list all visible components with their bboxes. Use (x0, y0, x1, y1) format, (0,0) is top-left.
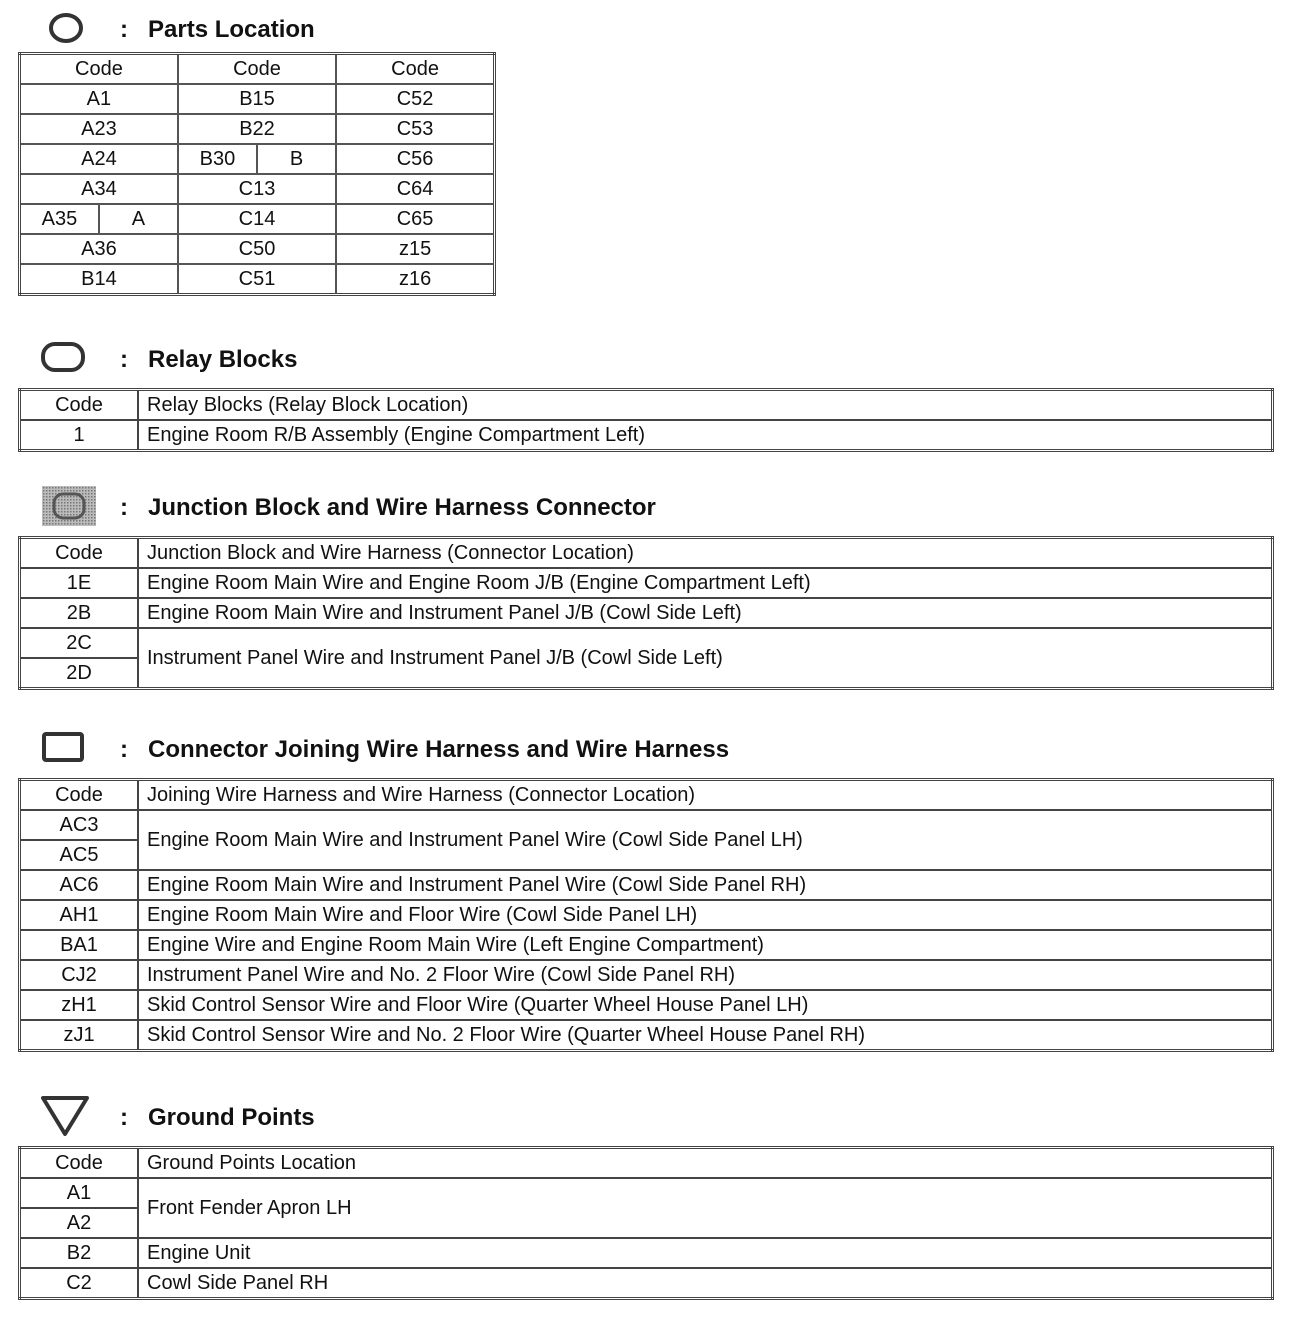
triangle-down-icon (38, 1094, 92, 1138)
parts-code: C50 (178, 234, 336, 264)
code-cell: 2D (20, 658, 139, 689)
junction-blocks-colon: : (120, 494, 128, 521)
junction-blocks-header (0, 484, 900, 524)
table-row (20, 204, 495, 234)
parts-subcode: B (289, 148, 304, 170)
code-cell: C2 (20, 1268, 139, 1299)
parts-code: C65 (336, 204, 494, 234)
parts-location-colon: : (120, 16, 128, 43)
parts-cell (20, 204, 178, 234)
parts-header-code: Code (20, 54, 178, 85)
parts-code: C51 (178, 264, 336, 295)
split-cell (179, 145, 335, 173)
parts-location-title: Parts Location (148, 16, 315, 43)
table-row (20, 114, 495, 144)
code-cell: 2B (20, 598, 139, 628)
parts-header-code: Code (336, 54, 494, 85)
table-row (20, 990, 1273, 1020)
connector-header-row (20, 780, 1273, 811)
description-cell: Skid Control Sensor Wire and Floor Wire (Quarter Wheel House Panel LH) (138, 990, 1273, 1020)
description-column-header: Junction Block and Wire Harness (Connector Location) (138, 538, 1273, 569)
code-cell: A2 (20, 1208, 139, 1238)
description-cell: Instrument Panel Wire and No. 2 Floor Wire (Cowl Side Panel RH) (138, 960, 1273, 990)
code-cell: 1 (20, 420, 139, 451)
code-cell: 1E (20, 568, 139, 598)
relay-blocks-title: Relay Blocks (148, 346, 298, 373)
description-cell: Cowl Side Panel RH (138, 1268, 1273, 1299)
code-cell: 2C (20, 628, 139, 658)
code-cell: AC6 (20, 870, 139, 900)
parts-code: A36 (20, 234, 178, 264)
table-row (20, 1178, 1273, 1208)
table-row (20, 810, 1273, 840)
relay-blocks-table (18, 388, 1274, 452)
parts-code: B22 (178, 114, 336, 144)
table-row (20, 900, 1273, 930)
parts-code: C13 (178, 174, 336, 204)
table-row (20, 568, 1273, 598)
description-cell: Engine Room Main Wire and Engine Room J/B (Engine Compartment Left) (138, 568, 1273, 598)
table-row (20, 960, 1273, 990)
parts-code: z16 (336, 264, 494, 295)
description-cell: Engine Room Main Wire and Instrument Panel J/B (Cowl Side Left) (138, 598, 1273, 628)
code-cell: AC5 (20, 840, 139, 870)
ground-points-colon: : (120, 1104, 128, 1131)
description-cell: Engine Room R/B Assembly (Engine Compartment Left) (138, 420, 1273, 451)
description-column-header: Joining Wire Harness and Wire Harness (Connector Location) (138, 780, 1273, 811)
code-column-header: Code (20, 390, 139, 421)
split-cell (21, 205, 177, 233)
code-cell: B2 (20, 1238, 139, 1268)
ground-points-title: Ground Points (148, 1104, 315, 1131)
parts-location-table (18, 52, 496, 296)
code-column-header: Code (20, 1148, 139, 1179)
square-icon (40, 730, 86, 764)
junction-header-row (20, 538, 1273, 569)
parts-code: C56 (336, 144, 494, 174)
code-cell: AH1 (20, 900, 139, 930)
relay-blocks-header (0, 336, 700, 376)
table-row (20, 84, 495, 114)
parts-code: A1 (20, 84, 178, 114)
parts-code: C53 (336, 114, 494, 144)
description-cell: Front Fender Apron LH (138, 1178, 1273, 1238)
description-cell: Engine Room Main Wire and Instrument Panel Wire (Cowl Side Panel RH) (138, 870, 1273, 900)
code-cell: zJ1 (20, 1020, 139, 1051)
parts-code: B30 (179, 145, 258, 173)
table-row (20, 234, 495, 264)
parts-code: C64 (336, 174, 494, 204)
description-cell: Engine Wire and Engine Room Main Wire (Left Engine Compartment) (138, 930, 1273, 960)
parts-code: A35 (21, 205, 100, 233)
connector-joining-header (0, 726, 900, 766)
code-column-header: Code (20, 538, 139, 569)
relay-blocks-colon: : (120, 346, 128, 373)
table-row (20, 1268, 1273, 1299)
parts-code: B15 (178, 84, 336, 114)
description-cell: Engine Unit (138, 1238, 1273, 1268)
table-row (20, 144, 495, 174)
table-row (20, 930, 1273, 960)
description-cell: Skid Control Sensor Wire and No. 2 Floor Wire (Quarter Wheel House Panel RH) (138, 1020, 1273, 1051)
table-row (20, 598, 1273, 628)
table-row (20, 1238, 1273, 1268)
table-row (20, 420, 1273, 451)
table-row (20, 174, 495, 204)
connector-joining-title: Connector Joining Wire Harness and Wire Harness (148, 736, 730, 763)
description-cell: Instrument Panel Wire and Instrument Panel J/B (Cowl Side Left) (138, 628, 1273, 689)
relay-header-row (20, 390, 1273, 421)
code-cell: CJ2 (20, 960, 139, 990)
table-row (20, 1020, 1273, 1051)
junction-blocks-table (18, 536, 1274, 690)
connector-joining-table (18, 778, 1274, 1052)
ground-header-row (20, 1148, 1273, 1179)
parts-location-header (0, 6, 700, 46)
parts-code: B14 (20, 264, 178, 295)
parts-header-row (20, 54, 495, 85)
junction-blocks-title: Junction Block and Wire Harness Connector (148, 494, 656, 521)
parts-header-code: Code (178, 54, 336, 85)
code-cell: AC3 (20, 810, 139, 840)
code-cell: BA1 (20, 930, 139, 960)
ground-points-header (0, 1094, 700, 1134)
parts-code: C52 (336, 84, 494, 114)
ground-points-table (18, 1146, 1274, 1300)
table-row (20, 870, 1273, 900)
parts-code: A34 (20, 174, 178, 204)
table-row (20, 264, 495, 295)
connector-joining-colon: : (120, 736, 128, 763)
table-row (20, 628, 1273, 658)
shaded-rounded-rect-icon (40, 484, 98, 528)
parts-subcode: A (131, 208, 146, 230)
description-cell: Engine Room Main Wire and Instrument Panel Wire (Cowl Side Panel LH) (138, 810, 1273, 870)
circle-icon (46, 10, 86, 46)
code-cell: zH1 (20, 990, 139, 1020)
parts-cell (178, 144, 336, 174)
parts-code: C14 (178, 204, 336, 234)
parts-code: A23 (20, 114, 178, 144)
code-cell: A1 (20, 1178, 139, 1208)
description-column-header: Relay Blocks (Relay Block Location) (138, 390, 1273, 421)
parts-code: z15 (336, 234, 494, 264)
description-column-header: Ground Points Location (138, 1148, 1273, 1179)
code-column-header: Code (20, 780, 139, 811)
description-cell: Engine Room Main Wire and Floor Wire (Cowl Side Panel LH) (138, 900, 1273, 930)
parts-code: A24 (20, 144, 178, 174)
rounded-rect-icon (40, 340, 86, 374)
